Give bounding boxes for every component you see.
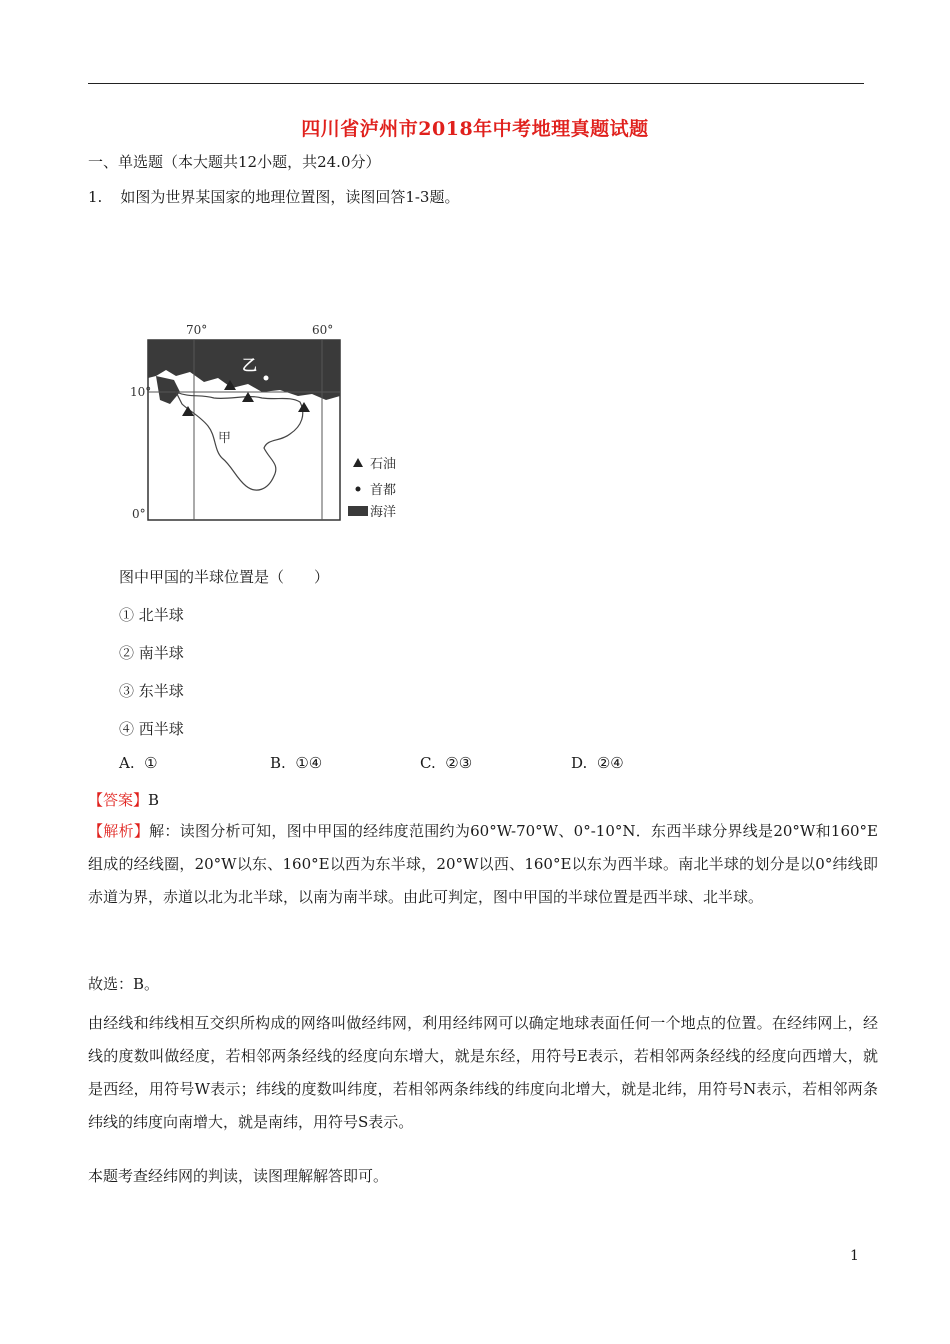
question-number: 1. [88, 188, 103, 206]
option-letter: C. [420, 754, 436, 772]
answer-options [119, 754, 719, 774]
country-location-map [130, 318, 420, 528]
answer-value: B [148, 791, 160, 809]
option-text: ②④ [596, 754, 624, 772]
ocean-swatch-icon [348, 506, 368, 516]
capital-marker [264, 376, 269, 381]
option-d[interactable] [571, 754, 624, 772]
section-heading: 一、单选题（本大题共12小题，共24.0分） [88, 153, 381, 171]
option-letter: A. [119, 754, 135, 772]
lon-label-70: 70° [186, 323, 208, 337]
sub-question: 图中甲国的半球位置是（ ） [119, 568, 330, 586]
option-c[interactable] [420, 754, 472, 772]
option-text: ① [144, 754, 158, 772]
legend-capital-label: 首都 [370, 483, 397, 498]
oil-triangle-icon [353, 458, 363, 467]
legend-ocean-label: 海洋 [370, 505, 397, 520]
statement-2: ② 南半球 [119, 644, 184, 662]
analysis-tag: 【解析】 [88, 822, 150, 840]
option-a[interactable] [119, 754, 158, 772]
analysis-paragraph [88, 815, 878, 914]
region-label-jia: 甲 [218, 431, 232, 446]
lat-label-10: 10° [130, 385, 152, 399]
option-letter: D. [571, 754, 588, 772]
region-label-yi: 乙 [242, 356, 258, 374]
option-text: ①④ [295, 754, 323, 772]
question-stem [88, 187, 459, 207]
header-rule [88, 83, 864, 84]
legend-oil-label: 石油 [370, 457, 397, 472]
conclusion: 故选：B。 [88, 975, 160, 993]
explanation-paragraph: 由经线和纬线相互交织所构成的网络叫做经纬网，利用经纬网可以确定地球表面任何一个地点的位置。在经纬网上，经线的度数叫做经度，若相邻两条经线的经度向东增大，就是东经，用符号E表示，若相邻两条经线的经度向西增大，就是西经，用符号W表示；纬线的度数叫纬度，若相邻两条纬线的纬度向北增大，就是北纬，用符号N表示，若相邻两条纬线的纬度向南增大，就是南纬，用符号S表示。 [88, 1014, 878, 1131]
page-title: 四川省泸州市2018年中考地理真题试题 [301, 118, 649, 140]
statement-1: ① 北半球 [119, 606, 184, 624]
lat-label-0: 0° [132, 507, 146, 521]
option-letter: B. [270, 754, 286, 772]
question-text: 如图为世界某国家的地理位置图，读图回答1-3题。 [120, 188, 460, 206]
option-b[interactable] [270, 754, 322, 772]
lon-label-60: 60° [312, 323, 334, 337]
summary: 本题考查经纬网的判读，读图理解解答即可。 [88, 1167, 389, 1185]
answer-tag: 【答案】 [88, 791, 149, 809]
analysis-text: 解：读图分析可知，图中甲国的经纬度范围约为60°W-70°W、0°-10°N．东西半球分界线是20°W和160°E组成的经线圈，20°W以东、160°E以西为东半球，20°W以西、160°E以东为西半球。南北半球的划分是以0°纬线即赤道为界，赤道以北为北半球，以南为南半球。由此可判定，图中甲国的半球位置是西半球、北半球。 [88, 822, 878, 906]
statement-3: ③ 东半球 [119, 682, 184, 700]
statement-4: ④ 西半球 [119, 720, 184, 738]
answer-line [88, 790, 159, 810]
page-number: 1 [850, 1248, 859, 1264]
capital-dot-icon [356, 487, 361, 492]
option-text: ②③ [445, 754, 473, 772]
